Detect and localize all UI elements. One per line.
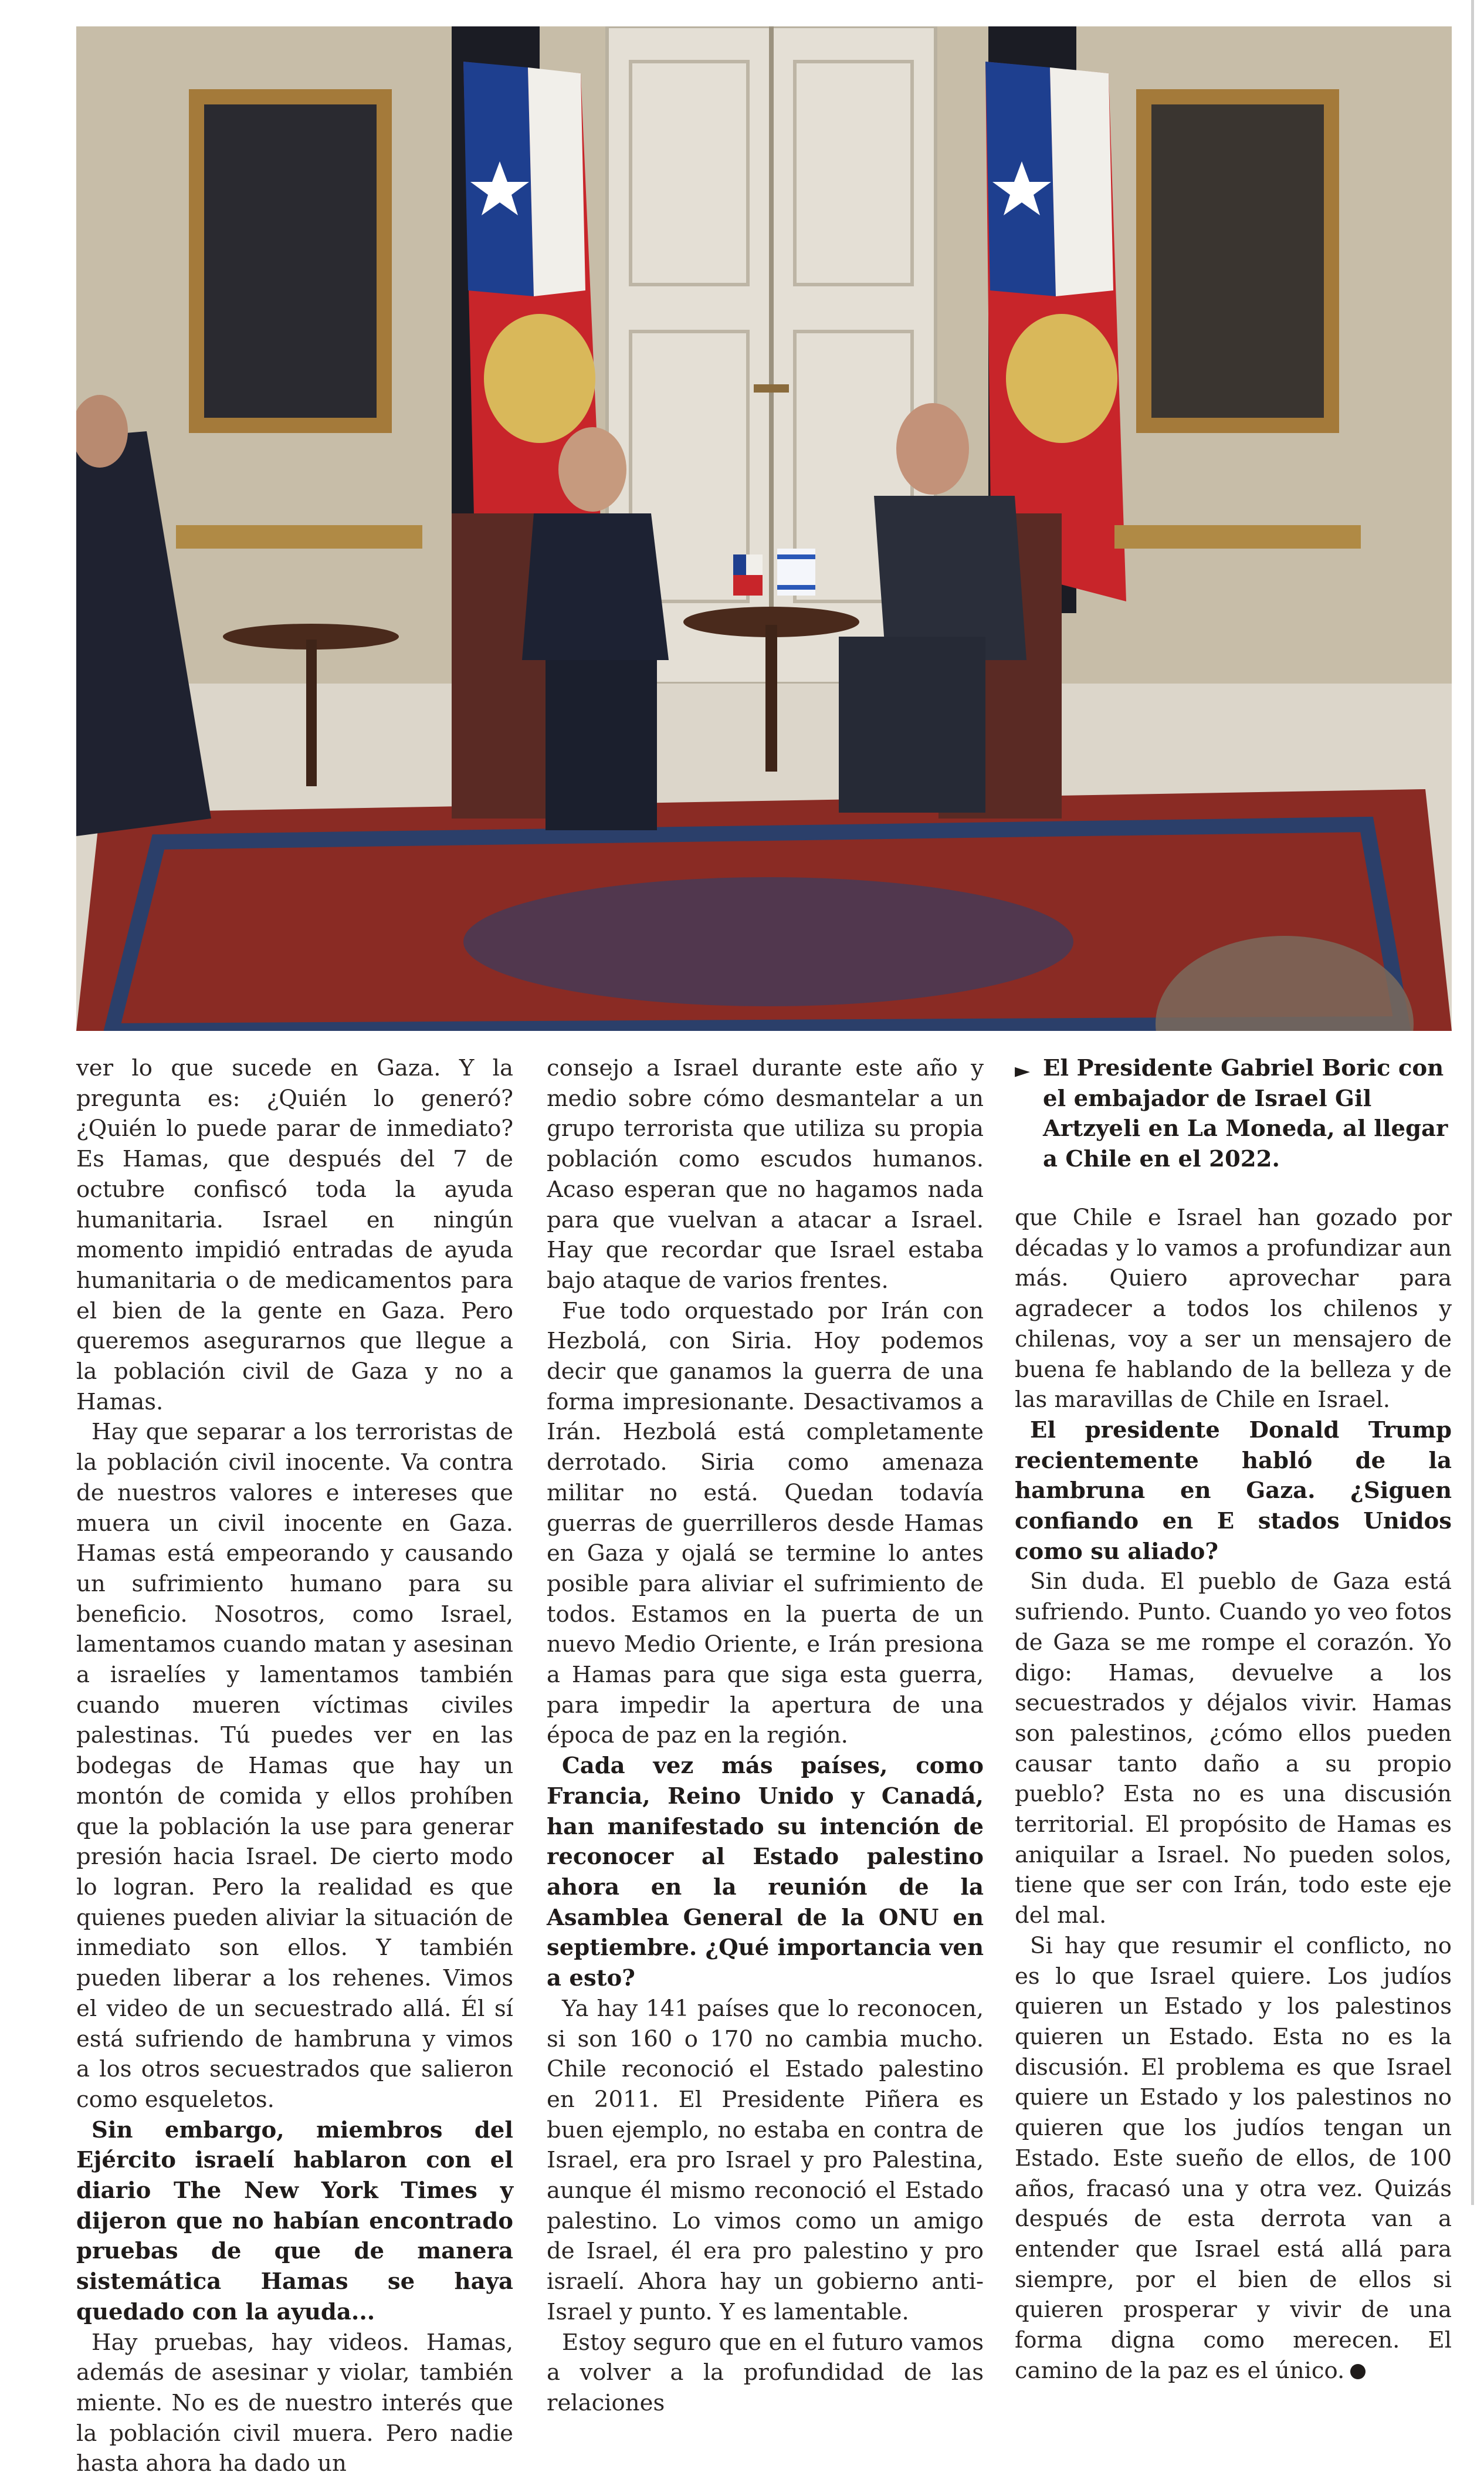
paragraph: Hay pruebas, hay videos. Hamas, además de asesinar y violar, también miente. No es de nuestro interés que la población civil muera. Pero nadie hasta ahora ha dado un <box>76 2329 513 2477</box>
caption-arrow-icon: ► <box>1015 1059 1031 1083</box>
article-column-2 <box>547 1053 984 2419</box>
paragraph-final-text: Si hay que resumir el conflicto, no es lo que Israel quiere. Los judíos quieren un Estado y los palestinos quieren un Estado. Esta no es la discusión. El problema es que Israel quiere un Estado y los palestinos no quieren que los judíos tengan un Estado. Este sueño de ellos, de 100 años, fracasó una y otra vez. Quizás después de esta derrota van a entender que Israel está allá para siempre, por el bien de ellos si quieren prosperar y vivir de una forma digna como merecen. El camino de la paz es el único. <box>1015 1932 1452 2384</box>
photo-illustration <box>76 26 1452 1031</box>
photo-caption: El Presidente Gabriel Boric con el embajador de Israel Gil Artzyeli en La Moneda, al llegar a Chile en el 2022. <box>1043 1055 1448 1173</box>
interview-question: Cada vez más países, como Francia, Reino Unido y Canadá, han manifestado su intención de reconocer al Estado palestino ahora en la reunión de la Asamblea General de la ONU en septiembre. ¿Qué importancia ven a esto? <box>547 1753 984 1992</box>
paragraph: Sin duda. El pueblo de Gaza está sufriendo. Punto. Cuando yo veo fotos de Gaza se me rompe el corazón. Yo digo: Hamas, devuelve a los secuestrados y déjalos vivir. Hamas son palestinos, ¿cómo ellos pueden causar tanto daño a su propio pueblo? Esta no es una discusión territorial. El propósito de Hamas es aniquilar a Israel. No pueden solos, tiene que ser con Irán, todo este eje del mal. <box>1015 1568 1452 1929</box>
paragraph: Estoy seguro que en el futuro vamos a volver a la profundidad de las relaciones <box>547 2329 984 2416</box>
paragraph: Fue todo orquestado por Irán con Hezbolá, con Siria. Hoy podemos decir que ganamos la guerra de una forma impresionante. Desactivamos a Irán. Hezbolá está completamente derrotado. Siria como amenaza militar no está. Quedan todavía guerras de guerrilleros desde Hamas en Gaza y ojalá se termine lo antes posible para aliviar el sufrimiento de todos. Estamos en la puerta de un nuevo Medio Oriente, e Irán presiona a Hamas para que siga esta guerra, para impedir la apertura de una época de paz en la región. <box>547 1297 984 1749</box>
end-of-article-icon <box>1350 2364 1366 2379</box>
interview-question: El presidente Donald Trump recientemente habló de la hambruna en Gaza. ¿Siguen confiando en E stados Unidos como su aliado? <box>1015 1416 1452 1565</box>
paragraph-final <box>1015 1931 1452 2386</box>
interview-question: Sin embargo, miembros del Ejército israelí hablaron con el diario The New York Times y dijeron que no habían encontrado pruebas de que de manera sistemática Hamas se haya quedado con la ayuda... <box>76 2116 513 2325</box>
paragraph: ver lo que sucede en Gaza. Y la pregunta es: ¿Quién lo generó? ¿Quién lo puede parar de inmediato? Es Hamas, que después del 7 de octubre confiscó toda la ayuda humanitaria. Israel en ningún momento impidió entradas de ayuda humanitaria o de medicamentos para el bien de la gente en Gaza. Pero queremos asegurarnos que llegue a la población civil de Gaza y no a Hamas. <box>76 1055 513 1415</box>
page-edge-rule <box>1471 0 1474 2205</box>
paragraph: Hay que separar a los terroristas de la población civil inocente. Va contra de nuestros valores e intereses que muera un civil inocente en Gaza. Hamas está empeorando y causando un sufrimiento humano para su beneficio. Nosotros, como Israel, lamentamos cuando matan y asesinan a israelíes y lamentamos también cuando mueren víctimas civiles palestinas. Tú puedes ver en las bodegas de Hamas que hay un montón de comida y ellos prohíben que la población la use para generar presión hacia Israel. De cierto modo lo logran. Pero la realidad es que quienes pueden aliviar la situación de inmediato son ellos. Y también pueden liberar a los rehenes. Vimos el video de un secuestrado allá. Él sí está sufriendo de hambruna y vimos a los otros secuestrados que salieron como esqueletos. <box>76 1419 513 2113</box>
article-column-3 <box>1015 1203 1452 2386</box>
paragraph: Ya hay 141 países que lo reconocen, si son 160 o 170 no cambia mucho. Chile reconoció el Estado palestino en 2011. El Presidente Piñera es buen ejemplo, no estaba en contra de Israel, era pro Israel y pro Palestina, aunque él mismo reconoció el Estado palestino. Lo vimos como un amigo de Israel, él era pro palestino y pro israelí. Ahora hay un gobierno anti-Israel y punto. Y es lamentable. <box>547 1995 984 2325</box>
article-photo <box>76 26 1452 1031</box>
paragraph: consejo a Israel durante este año y medio sobre cómo desmantelar a un grupo terrorista que utiliza su propia población como escudos humanos. Acaso esperan que no hagamos nada para que vuelvan a atacar a Israel. Hay que recordar que Israel estaba bajo ataque de varios frentes. <box>547 1055 984 1294</box>
article-column-1 <box>76 1053 513 2479</box>
paragraph: que Chile e Israel han gozado por décadas y lo vamos a profundizar aun más. Quiero aprovechar para agradecer a todos los chilenos y chilenas, voy a ser un mensajero de buena fe hablando de la belleza y de las maravillas de Chile en Israel. <box>1015 1205 1452 1413</box>
